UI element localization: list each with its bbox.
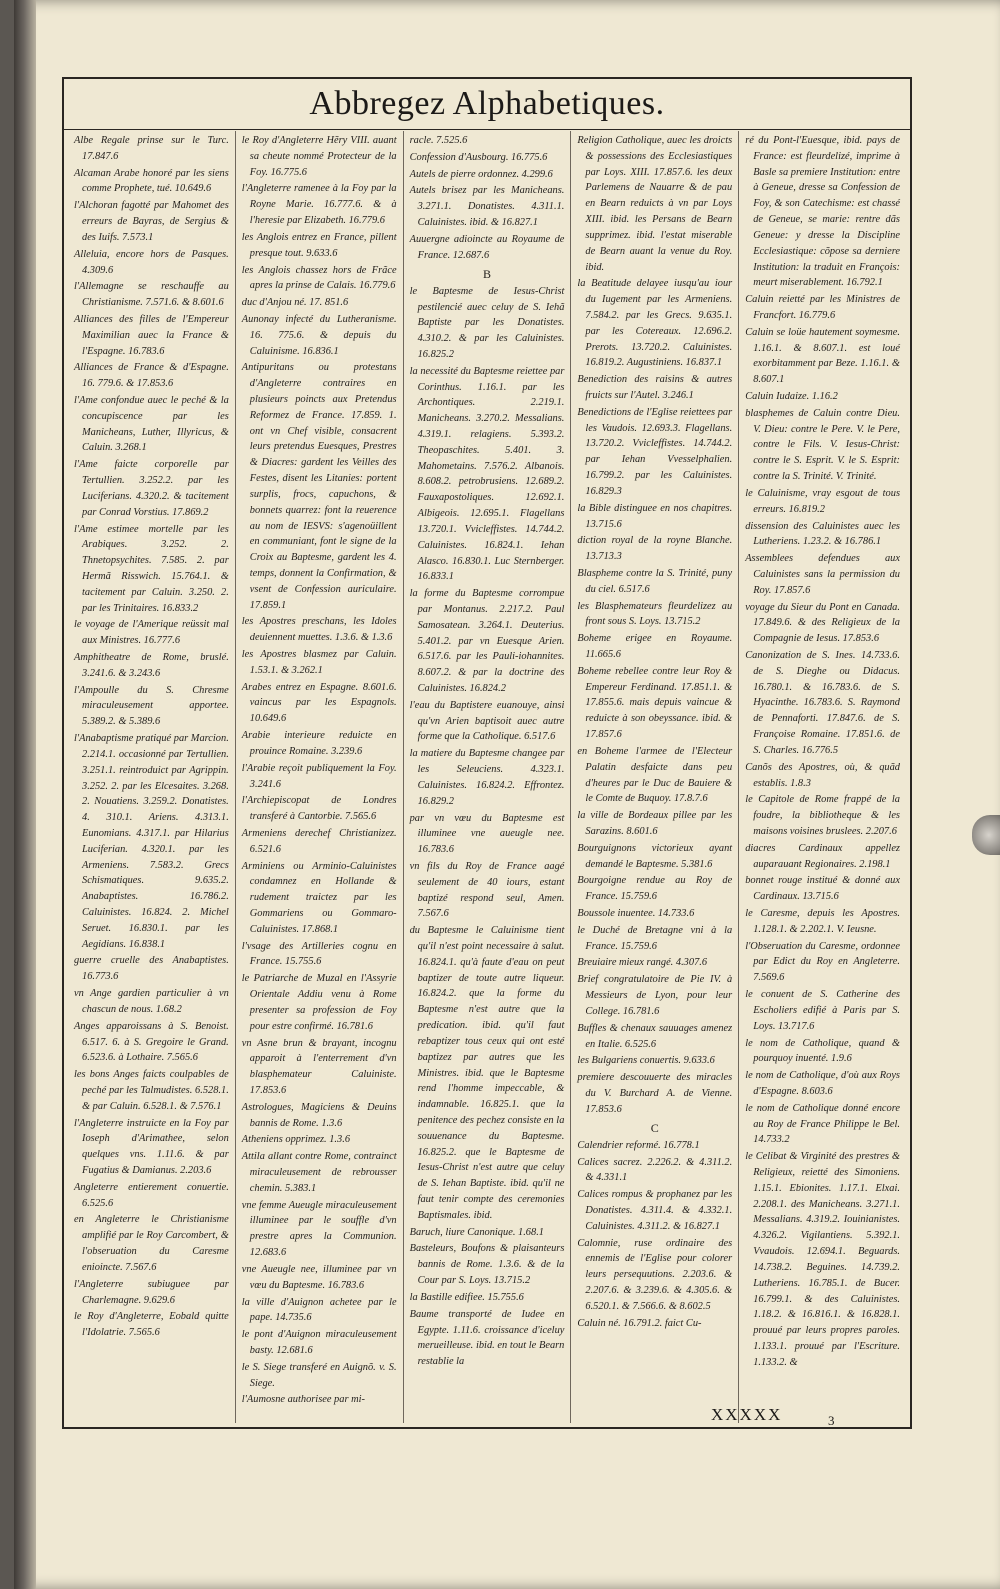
index-entry: l'Allemagne se reschauffe au Christianisme. 7.571.6. & 8.601.6	[74, 281, 229, 309]
section-letter: C	[650, 1120, 659, 1135]
index-entry: vne Aueugle nee, illuminee par vn vœu du Baptesme. 16.783.6	[241, 1263, 397, 1291]
index-column-1	[68, 131, 236, 1423]
index-entry: Baruch, liure Canonique. 1.68.1	[409, 1226, 544, 1238]
index-entry: l'Angleterre ramenee à la Foy par la Royne Marie. 16.777.6. & à l'heresie par Elizabeth. 16.779.6	[241, 183, 397, 227]
index-entry: la ville d'Auignon achetee par le pape. 14.735.6	[241, 1296, 397, 1324]
index-entry: l'Arabie reçoit publiquement la Foy. 3.241.6	[241, 762, 397, 790]
index-entry: racle. 7.525.6	[409, 135, 468, 146]
index-entry: Baume transporté de Iudee en Egypte. 1.11.6. croissance d'iceluy merueilleuse. ibid. en tout le Bearn restablie la	[409, 1308, 565, 1368]
index-entry: le conuent de S. Catherine des Escholiers edifié à Paris par S. Loys. 13.717.6	[745, 989, 900, 1032]
index-entry: les Anglois entrez en France, pillent presque tout. 9.633.6	[241, 231, 397, 259]
index-entry: vne femme Aueugle miraculeusement illuminee par le souffle d'vn prestre apres la Communion. 12.683.6	[241, 1199, 397, 1259]
index-entry: Calendrier reformé. 16.778.1	[577, 1139, 700, 1151]
index-entry: blasphemes de Caluin contre Dieu. V. Dieu: contre le Pere. V. le Pere, contre le Fils. V. Iesus-Christ: contre le S. Esprit. V. le S. Esprit: contre la S. Trinité. V. Trinité.	[745, 407, 900, 483]
index-entry: les Apostres blasmez par Caluin. 1.53.1. & 3.262.1	[241, 649, 397, 676]
index-entry: l'Ame confondue auec le peché & la concupiscence par les Manicheans, Luther, Illyricus, & Caluin. 3.268.1	[74, 395, 229, 454]
index-entry: l'eau du Baptistere euanouye, ainsi qu'vn Arien baptisoit auec autre forme que la Catholique. 6.517.6	[409, 699, 565, 743]
index-entry: Breuiaire mieux rangé. 4.307.6	[577, 957, 708, 969]
index-entry: Boussole inuentee. 14.733.6	[577, 908, 695, 919]
index-entry: le Patriarche de Muzal en l'Assyrie Orientale Addiu venu à Rome presenter sa profession de Foy pour estre confirmé. 16.781.6	[241, 973, 397, 1032]
index-entry: Alleluia, encore hors de Pasques. 4.309.6	[74, 248, 229, 276]
index-entry: l'Angleterre instruicte en la Foy par Ioseph d'Arimathee, selon quelques vns. 1.11.6. & par Fugatius & Damianus. 2.203.6	[74, 1117, 229, 1176]
index-entry: l'Archiepiscopat de Londres transferé à Cantorbie. 7.565.6	[241, 795, 397, 823]
index-entry: Arabie interieure reduicte en prouince Romaine. 3.239.6	[241, 730, 397, 757]
index-entry: Antipuritans ou protestans d'Angleterre contraires en plusieurs poincts aux Pretendus Reformez de France. 17.859. 1. ont vn Chef visible, consacrent leurs pretendus Euesques, Prestres & Diacres: gardent les Veilles des Festes, disent les Litanies: portent surplis, frocs, capuchons, & bonnets quarrez: font la reuerence au nom de IESVS: s'agenoüillent en communiant, font le signe de la Croix au Baptesme, gardent les 4. temps, donnent la Confirmation, & vsent de Confession auriculaire. 17.859.1	[241, 362, 397, 611]
index-entry: Atheniens opprimez. 1.3.6	[241, 1134, 351, 1146]
index-entry: le Duché de Bretagne vni à la France. 15.759.6	[577, 924, 733, 952]
index-entry: Caluin reietté par les Ministres de Francfort. 16.779.6	[745, 294, 900, 321]
index-entry: Brief congratulatoire de Pie IV. à Messieurs de Lyon, pour leur College. 16.781.6	[577, 974, 733, 1017]
index-entry: Calices sacrez. 2.226.2. & 4.311.2. & 4.331.1	[577, 1156, 733, 1184]
index-entry: vn Asne brun & brayant, incognu apparoit à l'enterrement d'vn blasphemateur Caluiniste. 17.853.6	[241, 1037, 397, 1096]
index-entry: le S. Siege transferé en Auignõ. v. S. Siege.	[241, 1361, 397, 1389]
index-entry: en Angleterre le Christianisme amplifié par le Roy Carcombert, & l'obseruation du Caresme enioincte. 7.567.6	[74, 1214, 229, 1273]
index-entry: Anges apparoissans à S. Benoist. 6.517. 6. à S. Gregoire le Grand. 6.523.6. à Lothaire. 7.565.6	[74, 1020, 229, 1064]
index-entry: Buffles & chenaux sauuages amenez en Italie. 6.525.6	[577, 1022, 733, 1050]
index-entry: le Roy d'Angleterre, Eobald quitte l'Idolatrie. 7.565.6	[74, 1311, 229, 1339]
index-entry: les bons Anges faicts coulpables de peché par les Talmudistes. 6.528.1. & par Caluin. 6.528.1. & 7.576.1	[74, 1069, 229, 1112]
book-page	[14, 0, 1000, 1589]
index-entry: la forme du Baptesme corrompue par Montanus. 2.217.2. Paul Samosatean. 3.264.1. Deuterius. 5.401.2. par vn Euesque Arien. 6.517.6. par les Pauli-iohannites. 8.607.2. & par la doctrine des Caluinistes. 16.824.2	[409, 588, 565, 695]
index-entry: les Anglois chassez hors de Frãce apres la prinse de Calais. 16.779.6	[241, 264, 397, 292]
index-entry: Bourguignons victorieux ayant demandé le Baptesme. 5.381.6	[577, 842, 733, 870]
index-entry: Armeniens derechef Christianizez. 6.521.6	[241, 827, 397, 855]
index-column-2	[236, 131, 404, 1423]
index-entry: l'Aumosne authorisee par mi-	[241, 1394, 365, 1406]
index-entry: la Bastille edifiee. 15.755.6	[409, 1291, 524, 1303]
bleed-through-text	[16, 130, 26, 630]
index-entry: Assemblees defendues aux Caluinistes sans la permission du Roy. 17.857.6	[745, 553, 900, 596]
index-entry: l'Ame faicte corporelle par Tertullien. 3.252.2. par les Luciferians. 4.320.2. & tacitement par Conrad Vorstius. 17.869.2	[74, 459, 229, 518]
index-entry: Autels brisez par les Manicheans. 3.271.1. Donatistes. 4.311.1. Caluinistes. ibid. & 16.827.1	[409, 185, 565, 229]
index-entry: le voyage de l'Amerique reüssit mal aux Ministres. 16.777.6	[74, 619, 229, 647]
index-entry: Boheme erigee en Royaume. 11.665.6	[577, 633, 733, 660]
index-entry: Attila allant contre Rome, contrainct miraculeusement de rebrousser chemin. 5.383.1	[241, 1151, 397, 1194]
index-entry: duc d'Anjou né. 17. 851.6	[241, 297, 349, 309]
index-entry: Albe Regale prinse sur le Turc. 17.847.6	[74, 135, 229, 162]
index-entry: en Boheme l'armee de l'Electeur Palatin desfaicte dans peu d'heures par le Duc de Bauiere & le Comte de Buquoy. 17.8.7.6	[577, 745, 733, 805]
index-entry: Blaspheme contre la S. Trinité, puny du ciel. 6.517.6	[577, 567, 733, 595]
index-entry: la Beatitude delayee iusqu'au iour du Iugement par les Armeniens. 7.584.2. par les Grecs. 9.635.1. par les Cotereaux. 12.696.2. Prerots. 13.720.2. Caluinistes. 16.819.2. Augustiniens. 16.837.1	[577, 278, 733, 369]
page-title: Abbregez Alphabetiques.	[309, 85, 665, 122]
index-entry: l'Ame estimee mortelle par les Arabiques. 3.252. 2. Thnetopsychites. 7.585. 2. par Hermã Risswich. 15.764.1. & tacitement par Caluin. 3.250. 2. par les Trinitaires. 16.833.2	[74, 523, 229, 614]
index-entry: Arabes entrez en Espagne. 8.601.6. vaincus par les Espagnols. 10.649.6	[241, 681, 397, 725]
index-entry: la Bible distinguee en nos chapitres. 13.715.6	[577, 502, 733, 530]
index-entry: Auuergne adioincte au Royaume de France. 12.687.6	[409, 233, 565, 261]
index-entry: l'Obseruation du Caresme, ordonnee par Edict du Roy en Angleterre. 7.569.6	[745, 940, 900, 984]
index-entry: l'Anabaptisme pratiqué par Marcion. 2.214.1. occasionné par Tertullien. 3.251.1. reintroduict par Agrippin. 3.252. 2. par les Elcesaites. 3.268. 2. Nouatiens. 3.259.2. Donatistes. 4. 310.1. Ariens. 4.313.1. Eunomians. 4.317.1. par Hilarius Luciferian. 4.320.1. par les Armeniens. 7.583.2. Grecs Schismatiques. 9.635.2. Anabaptistes. 16.786.2. Caluinistes. 16.824. 2. Michel Seruet. 16.830.1. par les Aegidians. 16.838.1	[74, 733, 229, 950]
index-entry: du Baptesme le Caluinisme tient qu'il n'est point necessaire à salut. 16.824.1. qu'à faute d'eau on peut baptizer de toute autre liqueur. 16.824.2. que la forme du Baptesme n'est autre que la predication. ibid. qu'il faut rebaptizer tous ceux qui ont esté baptizez par autres que les Ministres. ibid. que le Baptesme rend l'homme impeccable, & indamnable. 16.825.1. que la penitence des pechez consiste en la souuenance du Baptesme. 16.825.2. que le Baptesme de Iesus-Christ n'est autre que celuy de S. Iehan Baptiste. ibid. qu'il ne faut tenir compte des ceremonies Baptismales. ibid.	[409, 925, 565, 1221]
index-entry: Canonization de S. Ines. 14.733.6. de S. Dieghe ou Didacus. 16.780.1. & 16.783.6. de S. Hyacinthe. 16.783.6. S. Raymond de Pennaforti. 17.847.6. de S. Françoise Romaine. 17.851.6. de S. Charles. 16.776.5	[745, 650, 900, 756]
index-entry: le Caluinisme, vray esgout de tous erreurs. 16.819.2	[745, 487, 900, 515]
index-entry: Amphitheatre de Rome, bruslé. 3.241.6. & 3.243.6	[74, 652, 229, 679]
index-entry: le Celibat & Virginité des prestres & Religieux, reietté des Simoniens. 1.15.1. Ebionites. 1.17.1. Elxai. 2.208.1. des Manicheans. 3.271.1. Messalians. 4.319.2. Iouinianistes. 4.326.2. Vigilantiens. 5.392.1. Vvaudois. 12.694.1. Beguards. 14.738.2. Beguines. 14.739.2. Lutheriens. 16.785.1. de Bucer. 16.799.1. & des Caluinistes. 1.18.2. & 16.816.1. & 16.828.1. prouué par leurs propres paroles. 1.133.1. prouué par l'Escriture. 1.133.2. &	[745, 1151, 900, 1368]
index-entry: par vn vœu du Baptesme est illuminee vne aueugle nee. 16.783.6	[409, 812, 565, 856]
index-entry: Caluin Iudaize. 1.16.2	[745, 391, 838, 402]
index-entry: le nom de Catholique donné encore au Roy de France Philippe le Bel. 14.733.2	[745, 1102, 900, 1146]
index-entry: Angleterre entierement conuertie. 6.525.6	[74, 1181, 229, 1209]
index-column-3	[404, 131, 572, 1423]
index-entry: les Apostres preschans, les Idoles deuiennent muettes. 1.3.6. & 1.3.6	[241, 616, 397, 644]
index-entry: le nom de Catholique, quand & pourquoy inuenté. 1.9.6	[745, 1037, 900, 1065]
page-clip	[972, 815, 1000, 855]
index-entry: Alliances des filles de l'Empereur Maximilian auec la France & l'Espagne. 16.783.6	[74, 313, 229, 357]
index-entry: Astrologues, Magiciens & Deuins bannis de Rome. 1.3.6	[241, 1101, 397, 1129]
index-entry: l'Alchoran fagotté par Mahomet des erreurs de Bayras, de Sergius & des Iuifs. 7.573.1	[74, 200, 229, 243]
index-column-5	[739, 131, 906, 1423]
index-entry: Canõs des Apostres, où, & quãd establis. 1.8.3	[745, 761, 900, 789]
index-entry: Calices rompus & prophanez par les Donatistes. 4.311.4. & 4.332.1. Caluinistes. 4.311.2. & 16.827.1	[577, 1189, 733, 1232]
index-entry: Benediction des raisins & autres fruicts sur l'Autel. 3.246.1	[577, 374, 733, 401]
index-entry: la necessité du Baptesme reiettee par Corinthus. 1.16.1. par les Archontiques. 2.219.1. Manicheans. 3.270.2. Messalians. 4.319.1. relagiens. 5.393.2. Theopaschites. 5.401. 3. Mahometains. 7.576.2. Albanois. 8.608.2. petrobrusiens. 12.689.2. Fauxapostoliques. 12.692.1. Albigeois. 12.695.1. Flagellans 13.720.1. Vvicleffistes. 14.744.2. Caluinistes. 16.824.1. Iehan Alasco. 16.830.1. Luc Sternberger. 16.833.1	[409, 365, 565, 583]
index-entry: voyage du Sieur du Pont en Canada. 17.849.6. & des Religieux de la Compagnie de Iesus. 17.853.6	[745, 601, 900, 645]
index-entry: le Baptesme de Iesus-Christ pestilencié auec celuy de S. Iehã Baptiste par les Donatistes. 4.310.2. & par les Caluinistes. 16.825.2	[409, 285, 565, 360]
index-entry: Arminiens ou Arminio-Caluinistes condamnez en Hollande & rudement traictez par les Gommariens ou Gommaro-Caluinistes. 17.868.1	[241, 860, 397, 935]
index-entry: guerre cruelle des Anabaptistes. 16.773.6	[74, 955, 229, 983]
index-columns	[68, 131, 906, 1423]
index-entry: le Caresme, depuis les Apostres. 1.128.1. & 2.202.1. V. Ieusne.	[745, 908, 900, 935]
index-entry: dissension des Caluinistes auec les Lutheriens. 1.23.2. & 16.786.1	[745, 520, 900, 548]
index-entry: ré du Pont-l'Euesque, ibid. pays de France: est fleurdelizé, imprime à Basle sa premiere Institution: entre à Geneue, dresse sa Confession de Foy, & son Catechisme: est chassé de Geneue, se marie: rentre dãs Geneue: y dresse la Discipline Ecclesiastique: cõpose sa derniere Institution: la traduit en François: meurt miserablement. 16.792.1	[745, 135, 900, 289]
index-entry: les Bulgariens conuertis. 9.633.6	[577, 1055, 715, 1067]
index-entry: l'Angleterre subiuguee par Charlemagne. 9.629.6	[74, 1278, 229, 1306]
index-entry: Alliances de France & d'Espagne. 16. 779.6. & 17.853.6	[74, 362, 229, 390]
index-entry: diction royal de la royne Blanche. 13.713.3	[577, 535, 733, 563]
index-entry: vn Ange gardien particulier à vn chascun de nous. 1.68.2	[74, 988, 229, 1015]
index-entry: Caluin né. 16.791.2. faict Cu-	[577, 1317, 702, 1329]
index-entry: le nom de Catholique, d'où aux Roys d'Espagne. 8.603.6	[745, 1070, 900, 1097]
index-entry: le pont d'Auignon miraculeusement basty. 12.681.6	[241, 1329, 397, 1356]
index-entry: Religion Catholique, auec les droicts & possessions des Ecclesiastiques par Loys. XIII. 17.857.6. les deux Parlemens de Nauarre & de pau en Bearn reduicts à vn par Loys XIII. ibid. les Persans de Bearn supprimez. ibid. l'estat miserable de Bearn auant la venue du Roy. ibid.	[577, 135, 733, 273]
page-signature: 3	[828, 1413, 835, 1428]
catchword: XXXXX	[711, 1405, 783, 1424]
index-entry: le Capitole de Rome frappé de la foudre, la bibliotheque & les maisons voisines bruslees. 2.207.6	[745, 794, 900, 837]
index-entry: Bourgoigne rendue au Roy de France. 15.759.6	[577, 875, 733, 903]
index-entry: la ville de Bordeaux pillee par les Sarazins. 8.601.6	[577, 810, 733, 837]
index-entry: Caluin se loüe hautement soymesme. 1.16.1. & 8.607.1. est loué exorbitamment par Beze. 1.16.1. & 8.607.1	[745, 326, 900, 386]
section-letter: B	[482, 266, 491, 281]
index-entry: diacres Cardinaux appellez auparauant Regionaires. 2.198.1	[745, 842, 900, 870]
index-entry: le Roy d'Angleterre Hẽry VIII. auant sa cheute nommé Protecteur de la Foy. 16.775.6	[241, 135, 397, 178]
title-band	[64, 79, 910, 130]
index-entry: Benedictions de l'Eglise reiettees par les Vaudois. 12.693.3. Flagellans. 13.720.2. Vvicleffistes. 14.744.2. par Iehan Vvesselphalien. 16.799.2. par les Caluinistes. 16.829.3	[577, 406, 733, 497]
index-frame	[62, 77, 912, 1429]
index-entry: bonnet rouge institué & donné aux Cardinaux. 13.715.6	[745, 875, 900, 903]
index-entry: Boheme rebellee contre leur Roy & Empereur Ferdinand. 17.851.1. & 17.855.6. mais depuis vaincue & reduicte à son obeyssance. ibid. & 17.857.6	[577, 665, 733, 741]
index-entry: Basteleurs, Boufons & plaisanteurs bannis de Rome. 1.3.6. & de la Cour par S. Loys. 13.715.2	[409, 1243, 565, 1287]
index-entry: Autels de pierre ordonnez. 4.299.6	[409, 168, 553, 180]
index-entry: les Blasphemateurs fleurdelizez au front sous S. Loys. 13.715.2	[577, 600, 733, 628]
index-column-4	[571, 131, 739, 1423]
index-entry: l'Ampoulle du S. Chresme miraculeusement apportee. 5.389.2. & 5.389.6	[74, 684, 229, 728]
index-entry: Confession d'Ausbourg. 16.775.6	[409, 151, 548, 163]
index-entry: Alcaman Arabe honoré par les siens comme Prophete, tué. 10.649.6	[74, 167, 229, 195]
index-entry: Aunonay infecté du Lutheranisme. 16. 775.6. & depuis du Caluinisme. 16.836.1	[241, 313, 397, 357]
index-entry: premiere descouuerte des miracles du V. Burchard A. de Vienne. 17.853.6	[577, 1072, 733, 1115]
index-entry: la matiere du Baptesme changee par les Seleuciens. 4.323.1. Caluinistes. 16.824.2. Effrontez. 16.829.2	[409, 748, 565, 807]
index-entry: l'vsage des Artilleries cognu en France. 15.755.6	[241, 940, 397, 968]
index-entry: Calomnie, ruse ordinaire des ennemis de l'Eglise pour colorer leurs persequutions. 2.203.6. & 2.207.6. & 3.239.6. & 4.305.6. & 6.520.1. & 7.566.6. & 8.602.5	[577, 1237, 733, 1312]
index-entry: vn fils du Roy de France aagé seulement de 40 iours, estant baptizé respond seul, Amen. 7.567.6	[409, 860, 565, 920]
